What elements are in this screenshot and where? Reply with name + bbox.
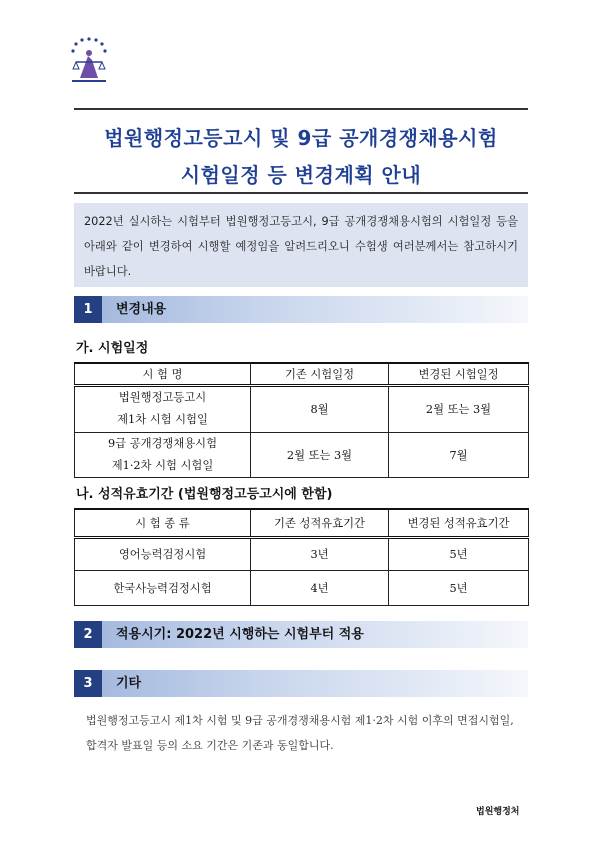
exam-name: 9급 공개경쟁채용시험	[108, 436, 217, 450]
new-schedule-cell: 7월	[389, 432, 529, 477]
test-type-cell: 한국사능력검정시험	[75, 570, 251, 605]
section-1-bar	[74, 296, 528, 323]
column-header: 변경된 시험일정	[389, 363, 529, 385]
old-validity-cell: 3년	[251, 537, 389, 570]
column-header: 기존 성적유효기간	[251, 509, 389, 537]
document-title	[74, 108, 528, 194]
table-row	[75, 432, 529, 477]
section-number: 2	[74, 621, 102, 648]
etc-paragraph: 법원행정고등고시 제1차 시험 및 9급 공개경쟁채용시험 제1·2차 시험 이후의 면접시험일, 합격자 발표일 등의 소요 기간은 기존과 동일합니다.	[86, 714, 514, 752]
section-title: 적용시기: 2022년 시행하는 시험부터 적용	[116, 627, 364, 642]
subheading-exam-schedule: 가. 시험일정	[76, 341, 149, 356]
section-2-bar	[74, 621, 528, 648]
column-header: 시 험 종 류	[75, 509, 251, 537]
exam-detail: 제1·2차 시험 시험일	[111, 458, 214, 472]
exam-name-cell	[75, 385, 251, 432]
test-type-cell: 영어능력검정시험	[75, 537, 251, 570]
table-row	[75, 537, 529, 570]
table-row	[75, 385, 529, 432]
section-title: 기타	[116, 676, 142, 691]
court-emblem-logo	[62, 34, 114, 90]
table-row	[75, 570, 529, 605]
new-validity-cell: 5년	[389, 570, 529, 605]
subheading-score-validity: 나. 성적유효기간 (법원행정고등고시에 한함)	[76, 487, 333, 502]
section-number: 1	[74, 296, 102, 323]
exam-name-cell	[75, 432, 251, 477]
exam-name: 법원행정고등고시	[118, 391, 207, 404]
title-line-2: 시험일정 등 변경계획 안내	[180, 163, 422, 187]
exam-detail: 제1차 시험 시험일	[117, 413, 208, 426]
intro-paragraph: 2022년 실시하는 시험부터 법원행정고등고시, 9급 공개경쟁채용시험의 시험일정 등을 아래와 같이 변경하여 시행할 예정임을 알려드리오니 수험생 여러분께서는 참고하시기 바랍니다.	[74, 203, 528, 287]
exam-schedule-table	[74, 362, 529, 478]
new-validity-cell: 5년	[389, 537, 529, 570]
section-3-bar	[74, 670, 528, 697]
column-header: 시 험 명	[75, 363, 251, 385]
title-line-1: 법원행정고등고시 및 9급 공개경쟁채용시험	[104, 126, 498, 150]
old-schedule-cell: 8월	[251, 385, 389, 432]
column-header: 변경된 성적유효기간	[389, 509, 529, 537]
score-validity-table	[74, 508, 529, 606]
old-validity-cell: 4년	[251, 570, 389, 605]
footer-issuer: 법원행정처	[476, 807, 520, 817]
section-number: 3	[74, 670, 102, 697]
column-header: 기존 시험일정	[251, 363, 389, 385]
section-title: 변경내용	[116, 302, 167, 317]
new-schedule-cell: 2월 또는 3월	[389, 385, 529, 432]
old-schedule-cell: 2월 또는 3월	[251, 432, 389, 477]
